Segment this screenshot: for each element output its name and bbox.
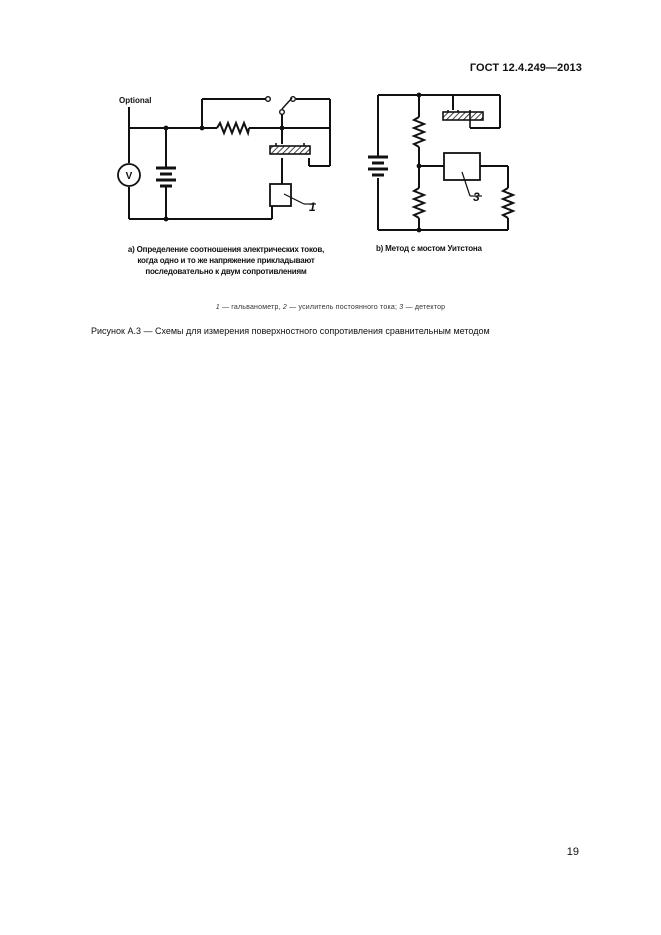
switch-blade: [282, 98, 292, 109]
specimen-electrode-a: [270, 146, 310, 154]
legend-text: — гальванометр,: [219, 304, 283, 311]
resistor-b-top: [414, 117, 424, 147]
legend-num: 1: [215, 304, 220, 311]
legend-num: 2: [282, 304, 287, 311]
detector-box: [444, 153, 480, 180]
battery-b: [368, 157, 388, 175]
page-number: 19: [566, 846, 579, 858]
legend-text: — усилитель постоянного тока;: [286, 304, 400, 311]
resistor-b-bottom: [414, 188, 424, 218]
battery-a: [156, 168, 176, 186]
callout-3: 3: [473, 190, 480, 204]
callout-1: 1: [309, 200, 316, 214]
legend: [0, 304, 661, 311]
voltmeter-label: V: [125, 171, 133, 182]
diagram-a-caption: a) Определение соотношения электрических токов, когда одно и то же напряжение прикладывают последовательно к двум сопротивлениям: [127, 245, 325, 276]
galvanometer-box: [270, 184, 291, 206]
legend-num: 3: [399, 304, 404, 311]
resistor-b-right: [503, 188, 513, 218]
resistor-a: [217, 123, 249, 133]
legend-text: — детектор: [403, 304, 446, 311]
switch-contact: [266, 97, 271, 102]
diagram-a: [118, 97, 330, 219]
figure-title: Рисунок А.3 — Схемы для измерения поверхностного сопротивления сравнительным методом: [91, 326, 490, 336]
optional-label: Optional: [119, 96, 152, 105]
document-header: ГОСТ 12.4.249—2013: [469, 62, 582, 74]
diagram-b-caption: b) Метод с мостом Уитстона: [376, 244, 482, 253]
switch-pivot: [280, 110, 285, 115]
diagram-b: [368, 95, 513, 230]
specimen-electrode-b: [443, 112, 483, 120]
